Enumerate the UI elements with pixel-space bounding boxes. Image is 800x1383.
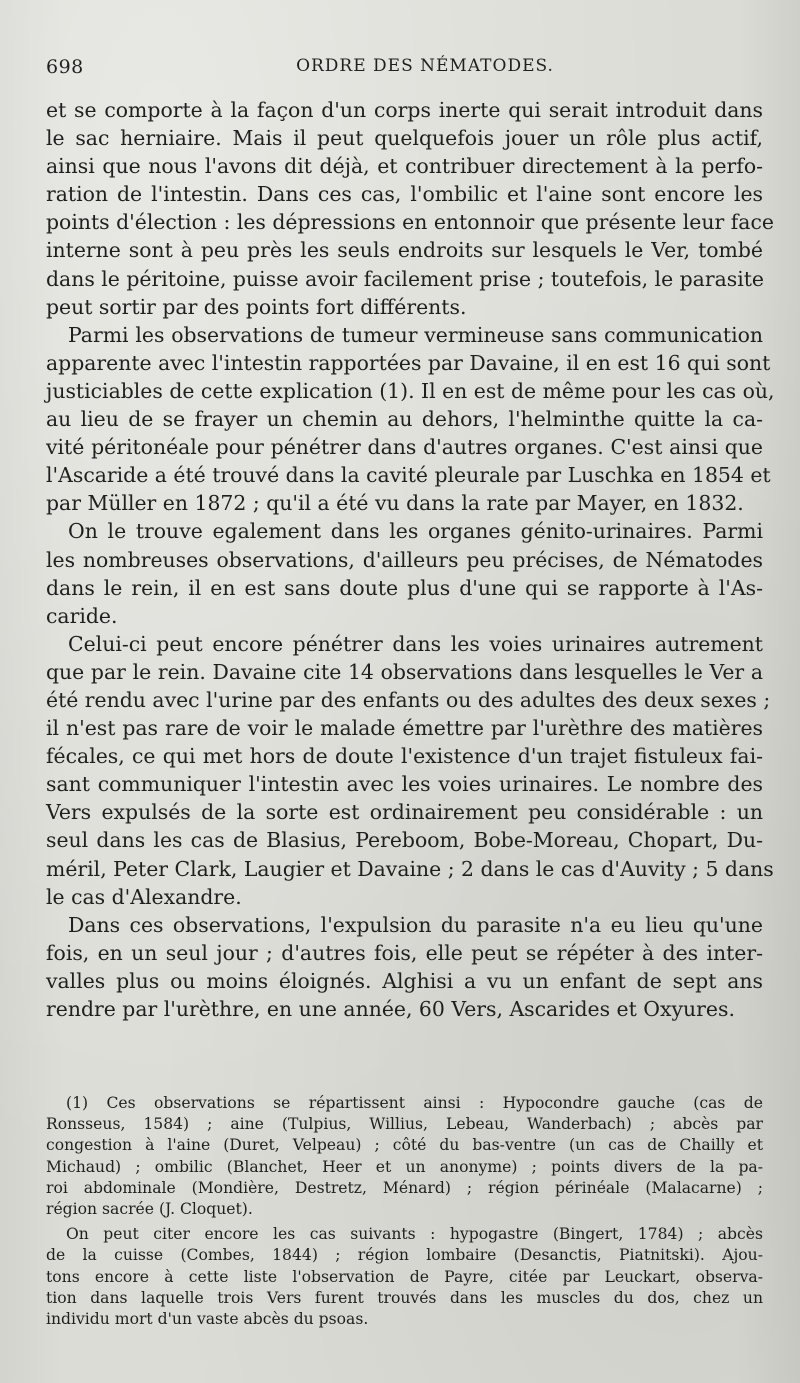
footnote-line: région sacrée (J. Cloquet). xyxy=(46,1199,253,1218)
text-line: On le trouve egalement dans les organes génito-urinaires. Parmi xyxy=(68,519,763,544)
text-line: dans le rein, il en est sans doute plus d'une qui se rapporte à l'As- xyxy=(46,575,763,600)
text-line: fécales, ce qui met hors de doute l'existence d'un trajet fistuleux fai- xyxy=(46,744,763,769)
text-line: seul dans les cas de Blasius, Pereboom, Bobe-Moreau, Chopart, Du- xyxy=(46,828,763,853)
page-number: 698 xyxy=(46,56,84,78)
text-line: été rendu avec l'urine par des enfants ou des adultes des deux sexes ; xyxy=(46,687,771,712)
text-line: ainsi que nous l'avons dit déjà, et contribuer directement à la perfo- xyxy=(46,154,763,179)
footnotes xyxy=(46,1093,763,1330)
footnote-line: roi abdominale (Mondière, Destretz, Ménard) ; région périnéale (Malacarne) ; xyxy=(46,1178,763,1197)
text-line: peut sortir par des points fort différents. xyxy=(46,294,467,319)
text-line: Vers expulsés de la sorte est ordinairement peu considérable : un xyxy=(46,800,763,825)
footnote-line: congestion à l'aine (Duret, Velpeau) ; côté du bas-ventre (un cas de Chailly et xyxy=(46,1136,763,1155)
footnote-line: tion dans laquelle trois Vers furent trouvés dans les muscles du dos, chez un xyxy=(46,1288,763,1307)
text-line: méril, Peter Clark, Laugier et Davaine ; 2 dans le cas d'Auvity ; 5 dans xyxy=(46,856,774,881)
footnote-line: Ronsseus, 1584) ; aine (Tulpius, Willius, Lebeau, Wanderbach) ; abcès par xyxy=(46,1115,763,1134)
text-line: ration de l'intestin. Dans ces cas, l'ombilic et l'aine sont encore les xyxy=(46,182,763,207)
text-line: par Müller en 1872 ; qu'il a été vu dans la rate par Mayer, en 1832. xyxy=(46,491,744,516)
footnote-line: individu mort d'un vaste abcès du psoas. xyxy=(46,1309,369,1328)
text-line: Dans ces observations, l'expulsion du parasite n'a eu lieu qu'une xyxy=(68,912,763,937)
text-line: interne sont à peu près les seuls endroits sur lesquels le Ver, tombé xyxy=(46,238,763,263)
text-line: dans le péritoine, puisse avoir facilement prise ; toutefois, le parasite xyxy=(46,266,764,291)
text-line: justiciables de cette explication (1). Il en est de même pour les cas où, xyxy=(46,378,775,403)
text-line: le cas d'Alexandre. xyxy=(46,884,242,909)
text-line: fois, en un seul jour ; d'autres fois, elle peut se répéter à des inter- xyxy=(46,940,763,965)
text-line: que par le rein. Davaine cite 14 observations dans lesquelles le Ver a xyxy=(46,659,763,684)
text-line: apparente avec l'intestin rapportées par Davaine, il en est 16 qui sont xyxy=(46,350,771,375)
footnote-line: de la cuisse (Combes, 1844) ; région lombaire (Desanctis, Piatnitski). Ajou- xyxy=(46,1246,763,1265)
text-line: sant communiquer l'intestin avec les voies urinaires. Le nombre des xyxy=(46,772,763,797)
text-line: au lieu de se frayer un chemin au dehors, l'helminthe quitte la ca- xyxy=(46,407,763,432)
text-line: l'Ascaride a été trouvé dans la cavité pleurale par Luschka en 1854 et xyxy=(46,463,771,488)
footnote-line: tons encore à cette liste l'observation de Payre, citée par Leuckart, observa- xyxy=(46,1267,763,1286)
text-line: le sac herniaire. Mais il peut quelquefois jouer un rôle plus actif, xyxy=(46,126,763,151)
text-line: il n'est pas rare de voir le malade émettre par l'urèthre des matières xyxy=(46,716,763,741)
text-line: valles plus ou moins éloignés. Alghisi a vu un enfant de sept ans xyxy=(46,968,763,993)
text-line: les nombreuses observations, d'ailleurs peu précises, de Nématodes xyxy=(46,547,763,572)
text-line: points d'élection : les dépressions en entonnoir que présente leur face xyxy=(46,210,774,235)
page-header xyxy=(46,56,764,86)
footnote-line: (1) Ces observations se répartissent ainsi : Hypocondre gauche (cas de xyxy=(66,1094,763,1112)
text-line: vité péritonéale pour pénétrer dans d'autres organes. C'est ainsi que xyxy=(46,435,763,460)
text-line: rendre par l'urèthre, en une année, 60 Vers, Ascarides et Oxyures. xyxy=(46,997,735,1021)
text-line: Celui-ci peut encore pénétrer dans les voies urinaires autrement xyxy=(68,631,763,656)
main-text xyxy=(46,96,775,1023)
running-head: ORDRE DES NÉMATODES. xyxy=(296,56,554,76)
footnote-line: Michaud) ; ombilic (Blanchet, Heer et un anonyme) ; points divers de la pa- xyxy=(46,1157,763,1176)
text-line: et se comporte à la façon d'un corps inerte qui serait introduit dans xyxy=(46,98,763,122)
text-line: caride. xyxy=(46,603,118,628)
text-line: Parmi les observations de tumeur vermineuse sans communication xyxy=(68,322,763,347)
footnote-line: On peut citer encore les cas suivants : hypogastre (Bingert, 1784) ; abcès xyxy=(66,1225,763,1244)
